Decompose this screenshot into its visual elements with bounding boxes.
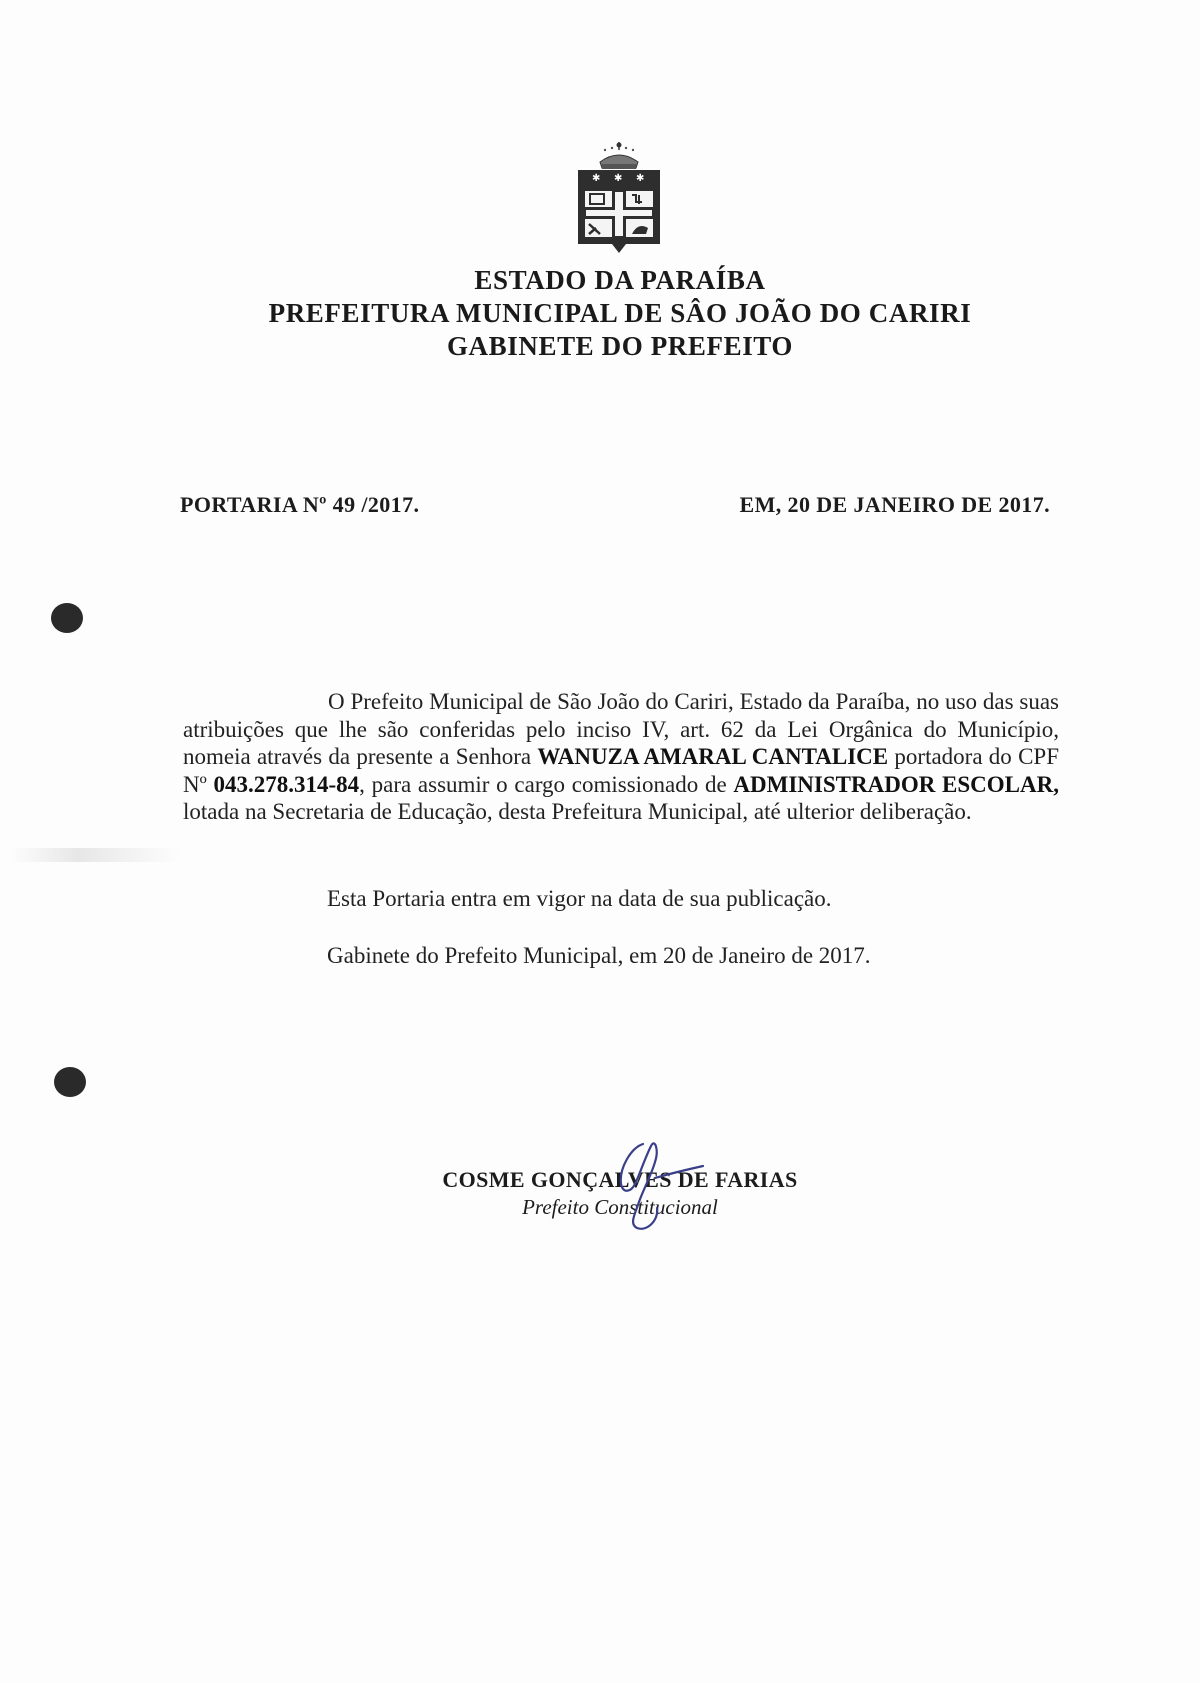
role-title: ADMINISTRADOR ESCOLAR, xyxy=(733,771,1059,797)
punch-hole-top xyxy=(51,603,83,633)
portaria-number: PORTARIA Nº 49 /2017. xyxy=(180,492,420,517)
signer-title: Prefeito Constitucional xyxy=(522,1195,718,1219)
handwritten-signature-icon xyxy=(585,1128,725,1248)
cpf-label: portadora do CPF Nº xyxy=(183,744,1059,797)
svg-text:✱: ✱ xyxy=(636,173,645,184)
svg-text:✱: ✱ xyxy=(614,173,623,184)
header-municipality: PREFEITURA MUNICIPAL DE SÂO JOÃO DO CARIRI xyxy=(268,298,972,328)
paragraph-closing: lotada na Secretaria de Educação, desta Prefeitura Municipal, até ulterior deliberação. xyxy=(183,799,972,824)
vigor-paragraph: Esta Portaria entra em vigor na data de sua publicação. xyxy=(327,886,832,911)
scan-streak xyxy=(10,848,180,862)
header-office: GABINETE DO PREFEITO xyxy=(446,331,794,361)
paragraph-intro: O Prefeito Municipal de São João do Cariri, Estado da Paraíba, no uso das suas atribuições que lhe são conferidas pelo inciso IV, art. 62 da Lei Orgânica do Município, nomeia através da presente a Senhora xyxy=(183,689,1059,769)
portaria-date: EM, 20 DE JANEIRO DE 2017. xyxy=(739,492,1050,517)
header-state: ESTADO DA PARAÍBA xyxy=(474,265,766,295)
appointment-paragraph xyxy=(183,688,1059,826)
punch-hole-bottom xyxy=(54,1067,86,1097)
gabinete-paragraph: Gabinete do Prefeito Municipal, em 20 de Janeiro de 2017. xyxy=(327,943,871,968)
svg-text:✱: ✱ xyxy=(592,173,601,184)
signer-name: COSME GONÇALVES DE FARIAS xyxy=(442,1167,798,1192)
role-intro: , para assumir o cargo comissionado de xyxy=(359,771,734,797)
appointee-name: WANUZA AMARAL CANTALICE xyxy=(537,744,889,769)
cpf-number: 043.278.314-84 xyxy=(213,771,360,797)
document-header xyxy=(0,264,1200,363)
coat-of-arms-icon xyxy=(572,140,666,262)
